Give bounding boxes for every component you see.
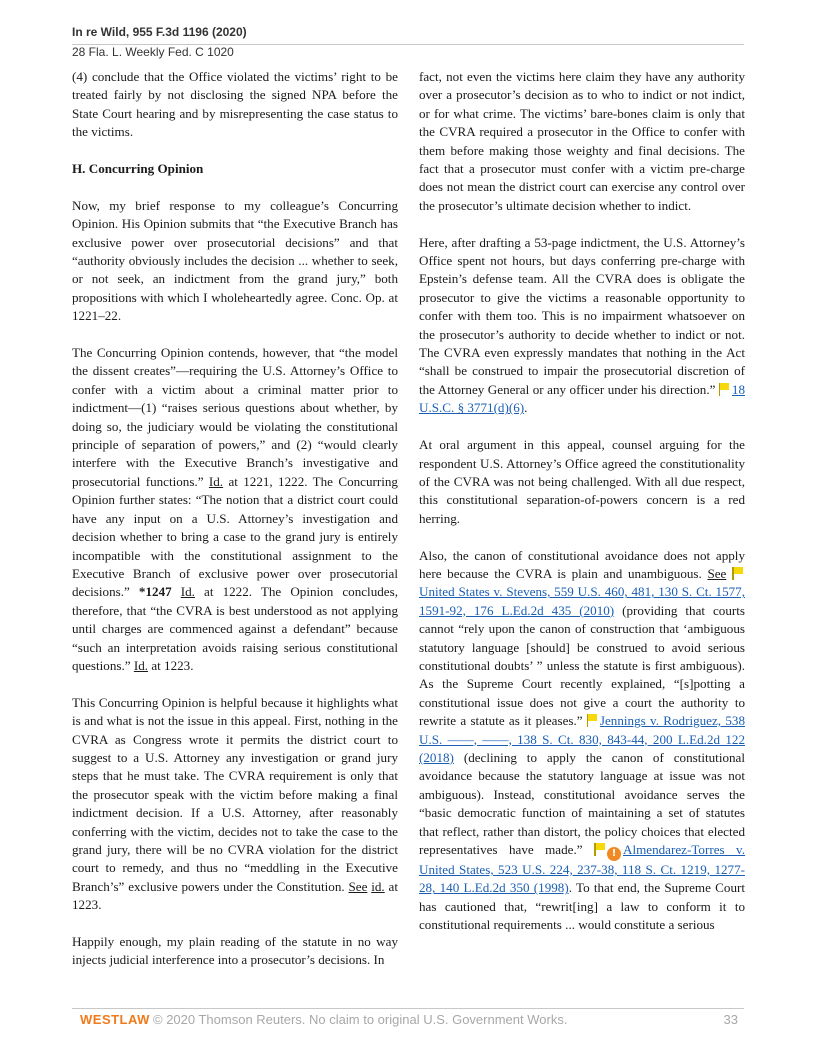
footer-divider	[72, 1008, 744, 1009]
stevens-citation-link[interactable]: United States v. Stevens, 559 U.S. 460, 481, 130 S. Ct. 1577, 1591-92, 176 L.Ed.2d 435 (2010)	[419, 584, 745, 618]
almendarez-citation-link[interactable]: Almendarez-Torres v. United States, 523 U.S. 224, 237-38, 118 S. Ct. 1219, 1277-28, 140 L.Ed.2d 350 (1998)	[419, 842, 746, 896]
copyright-notice: © 2020 Thomson Reuters. No claim to original U.S. Government Works.	[153, 1012, 568, 1027]
paragraph: fact, not even the victims here claim they have any authority over a prosecutor’s decision as to who to indict or not indict, or for what crime. The victims’ bare-bones claim is only that the CVRA required a prosecutor in the Office to confer with them before making those weighty and final decisions. The fact that a prosecutor must confer with a victim pre-charge does not mean the district court can exercise any control over the prosecutor’s ultimate decision whether to indict.	[419, 69, 745, 213]
see-signal: See	[348, 878, 368, 894]
paragraph: Also, the canon of constitutional avoidance does not apply here because the CVRA is plain and unambiguous. See United States v. Stevens, 559 U.S. 460, 481, 130 S. Ct. 1577, 1591-92, 176 L.Ed.2d 435 (2010) (providing that courts cannot “rely upon the canon of construction that ‘ambiguous statutory language [should] be construed to avoid serious constitutional doubts’ ” unless the statute is first ambiguous). As the Supreme Court recently explained, “[s]potting a constitutional issue does not give a court the authority to rewrite a statute as it pleases.” Jennings v. Rodriguez, 538 U.S. ––––, ––––, 138 S. Ct. 830, 843-44, 200 L.Ed.2d 122 (2018) (declining to apply the canon of constitutional avoidance because the statutory language at issue was not ambiguous). Instead, constitutional avoidance serves the “basic democratic function of maintaining a set of statutes that reflect, rather than distort, the policy choices that elected representatives have made.” ! Almendarez-Torres v. United States, 523 U.S. 224, 237-38, 118 S. Ct. 1219, 1277-28, 140 L.Ed.2d 350 (1998). To that end, the Supreme Court has cautioned that, “rewrit[ing] a law to conform it to constitutional requirements ... would constitute a serious	[419, 547, 746, 933]
see-signal: See	[707, 565, 727, 581]
star-page: *1247	[138, 584, 172, 600]
parallel-citation: 28 Fla. L. Weekly Fed. C 1020	[72, 45, 234, 59]
id-reference: id.	[371, 878, 385, 894]
westlaw-logo: WESTLAW	[80, 1012, 150, 1027]
id-reference: Id.	[180, 584, 195, 600]
id-reference: Id.	[208, 473, 224, 489]
paragraph: Happily enough, my plain reading of the statute in no way injects judicial interference into a prosecutor’s decisions. In	[72, 934, 398, 968]
paragraph: Here, after drafting a 53-page indictment, the U.S. Attorney’s Office spent not hours, but days conferring pre-charge with Epstein’s defense team. All the CVRA does is obligate the prosecutor to give the victims a reasonable opportunity to confer with them too. This is no impairment whatsoever on the prosecutor’s authority to decide whether to indict or not. The CVRA even expressly mandates that nothing in the Act “shall be construed to impair the prosecutorial discretion of the Attorney General or any officer under his direction.” 18 U.S.C. § 3771(d)(6).	[419, 234, 745, 416]
paragraph: (4) conclude that the Office violated the victims’ right to be treated fairly by not disclosing the signed NPA before the State Court hearing and by misrepresenting the case status to the victims.	[72, 69, 398, 140]
right-column	[419, 68, 745, 953]
paragraph: At oral argument in this appeal, counsel arguing for the respondent U.S. Attorney’s Office agreed the constitutionality of the CVRA was not being challenged. With all due respect, this constitutional separation-of-powers concern is a red herring.	[419, 437, 745, 526]
warning-icon[interactable]: !	[607, 847, 621, 861]
yellow-flag-icon[interactable]	[732, 567, 742, 579]
paragraph: The Concurring Opinion contends, however, that “the model the dissent creates”—requiring the U.S. Attorney’s Office to confer with a victim about a criminal matter prior to indictment—(1) “raises serious questions about whether, by doing so, the judiciary would be violating the constitutional principle of separation of powers,” and (2) “would clearly interfere with the Executive Branch’s investigative and prosecutorial functions.” Id. at 1221, 1222. The Concurring Opinion further states: “The notion that a district court could have any input on a U.S. Attorney’s investigation and decision whether to bring a case to the grand jury is entirely incompatible with the constitutional assignment to the Executive Branch of exclusive power over prosecutorial decisions.” *1247 Id. at 1222. The Opinion concludes, therefore, that “the CVRA is best understood as not applying until charges are commenced against a defendant” because “such an interpretation avoids raising serious constitutional questions.” Id. at 1223.	[72, 345, 398, 673]
section-heading: H. Concurring Opinion	[72, 161, 204, 177]
yellow-flag-icon[interactable]	[587, 714, 597, 726]
left-column	[72, 68, 398, 988]
paragraph: Now, my brief response to my colleague’s Concurring Opinion. His Opinion submits that “the Executive Branch has exclusive power over prosecutorial decisions” and that “authority obviously includes the decision ... whether to seek, or not seek, an indictment from the grand jury,” both propositions with which I wholeheartedly agree. Conc. Op. at 1221–22.	[72, 197, 398, 324]
yellow-flag-icon[interactable]	[594, 843, 604, 855]
id-reference: Id.	[133, 657, 149, 673]
page-number: 33	[723, 1012, 738, 1027]
jennings-citation-link[interactable]: Jennings v. Rodriguez, 538 U.S. ––––, ––––, 138 S. Ct. 830, 843-44, 200 L.Ed.2d 122 (2018)	[419, 713, 746, 765]
paragraph: This Concurring Opinion is helpful because it highlights what is and what is not the issue in this appeal. First, nothing in the CVRA as Congress wrote it permits the district court to suggest to a U.S. Attorney any investigation or grand jury steps that he must take. The CVRA requirement is only that the prosecutor speak with the victim before making a final indictment decision. If a U.S. Attorney, after reasonably conferring with the victim, decides not to take the case to the grand jury, there will be no CVRA violation for the district court to remedy, and thus no “meddling in the Executive Branch’s” exclusive powers under the Constitution. See id. at 1223.	[72, 694, 398, 913]
document-title: In re Wild, 955 F.3d 1196 (2020)	[72, 25, 247, 39]
usc-citation-link[interactable]: 18 U.S.C. § 3771(d)(6)	[419, 381, 745, 416]
yellow-flag-icon[interactable]	[719, 383, 729, 395]
